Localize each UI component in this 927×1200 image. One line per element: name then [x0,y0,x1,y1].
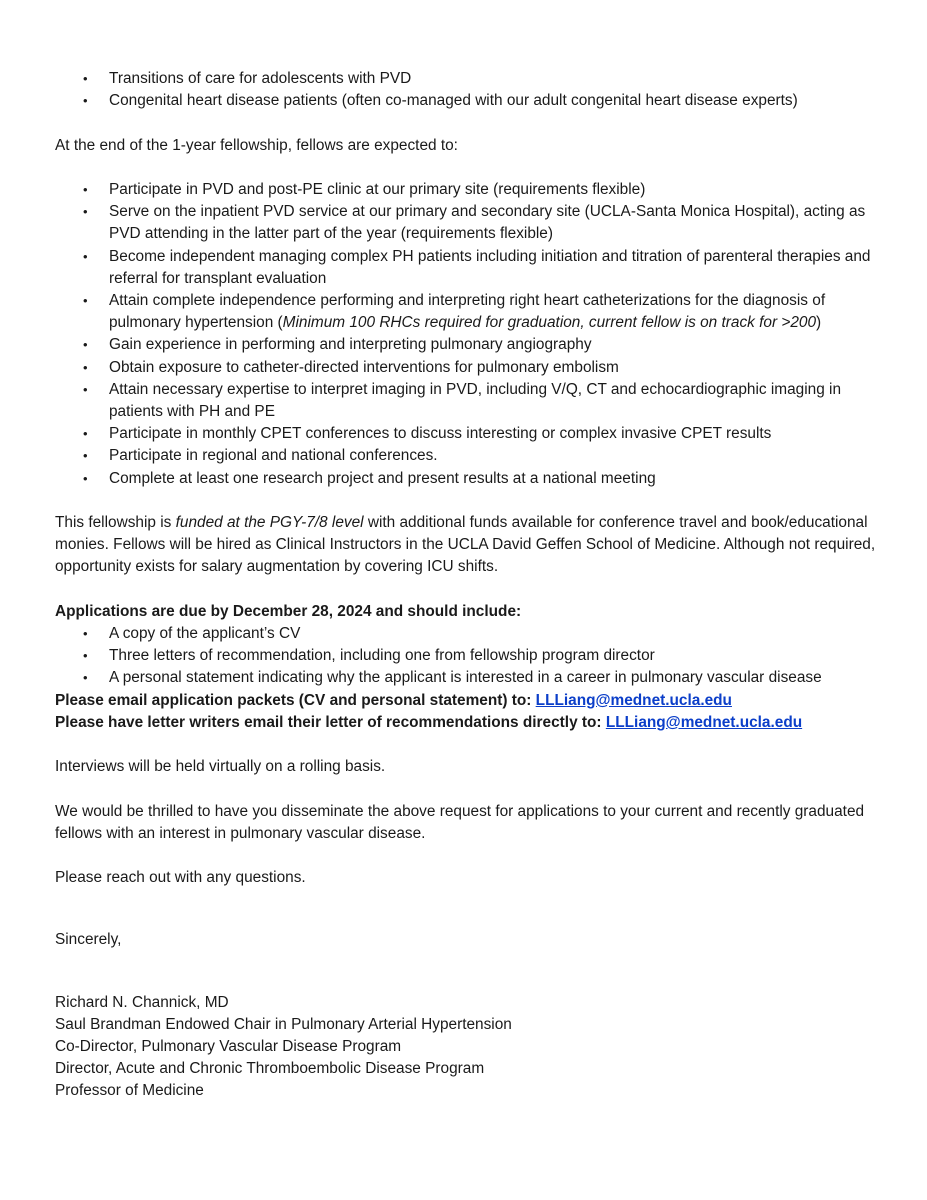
list-item: • Gain experience in performing and interpreting pulmonary angiography [55,334,885,356]
signature-title: Professor of Medicine [55,1082,204,1100]
disseminate-text: We would be thrilled to have you disseminate the above request for applications to your current and recently graduated fellows with an interest in pulmonary vascular disease. [55,802,865,842]
list-item: • Transitions of care for adolescents with PVD [55,68,885,90]
list-item: • Attain necessary expertise to interpret imaging in PVD, including V/Q, CT and echocardiographic imaging in patients with PH and PE [55,379,885,423]
applications-heading: Applications are due by December 28, 2024 and should include: [55,602,522,620]
rhc-requirement: Minimum 100 RHCs required for graduation, current fellow is on track for >200 [282,314,817,332]
email-link-letters[interactable]: LLLiang@mednet.ucla.edu [605,713,803,731]
interviews-text: Interviews will be held virtually on a rolling basis. [55,758,386,776]
questions-text: Please reach out with any questions. [55,869,306,887]
list-item: • Complete at least one research project and present results at a national meeting [55,468,885,490]
email-packets-label: Please email application packets (CV and personal statement) to: [55,691,536,709]
funding-text-rest: with additional funds available for conference travel and book/educational monies. Fellows will be hired as Clinical Instructors in the UCLA David Geffen School of Medicine. Although not required, opportunity exists for salary augmentation by covering ICU shifts. [55,514,876,576]
list-item: • Become independent managing complex PH patients including initiation and titration of parenteral therapies and referral for transplant evaluation [55,246,885,290]
signature-title: Director, Acute and Chronic Thromboembolic Disease Program [55,1060,485,1078]
rhc-close: ) [816,314,822,332]
funding-level: funded at the PGY-7/8 level [175,514,364,532]
email-packets-line [55,690,885,712]
signature-title: Saul Brandman Endowed Chair in Pulmonary Arterial Hypertension [55,1015,512,1033]
list-item: • Congenital heart disease patients (often co-managed with our adult congenital heart disease experts) [55,90,885,112]
list-item: • Participate in regional and national conferences. [55,445,885,467]
list-item: • Serve on the inpatient PVD service at our primary and secondary site (UCLA-Santa Monica Hospital), acting as PVD attending in the latter part of the year (requirements flexible) [55,201,885,245]
list-item: • Participate in monthly CPET conferences to discuss interesting or complex invasive CPET results [55,423,885,445]
document-page [55,68,885,1103]
email-letters-line [55,712,885,734]
list-item: • A personal statement indicating why the applicant is interested in a career in pulmonary vascular disease [55,667,885,689]
list-item [55,290,885,334]
list-item: • Three letters of recommendation, including one from fellowship program director [55,645,885,667]
list-item: • Obtain exposure to catheter-directed interventions for pulmonary embolism [55,357,885,379]
rhc-text: Attain complete independence performing and interpreting right heart catheterizations for the diagnosis of pulmonary hypertension ( [109,292,826,332]
closing: Sincerely, [55,931,122,949]
expectations-list [55,179,885,490]
funding-text: This fellowship is [55,514,176,532]
email-letters-label: Please have letter writers email their letter of recommendations directly to: [55,713,606,731]
top-bullet-list [55,68,885,112]
email-link-packets[interactable]: LLLiang@mednet.ucla.edu [535,691,732,709]
list-item: • A copy of the applicant’s CV [55,623,885,645]
expectations-intro: At the end of the 1-year fellowship, fellows are expected to: [55,136,458,154]
signature-name: Richard N. Channick, MD [55,993,229,1011]
signature-title: Co-Director, Pulmonary Vascular Disease Program [55,1038,402,1056]
list-item: • Participate in PVD and post-PE clinic at our primary site (requirements flexible) [55,179,885,201]
funding-paragraph [55,512,885,579]
applications-list [55,623,885,690]
